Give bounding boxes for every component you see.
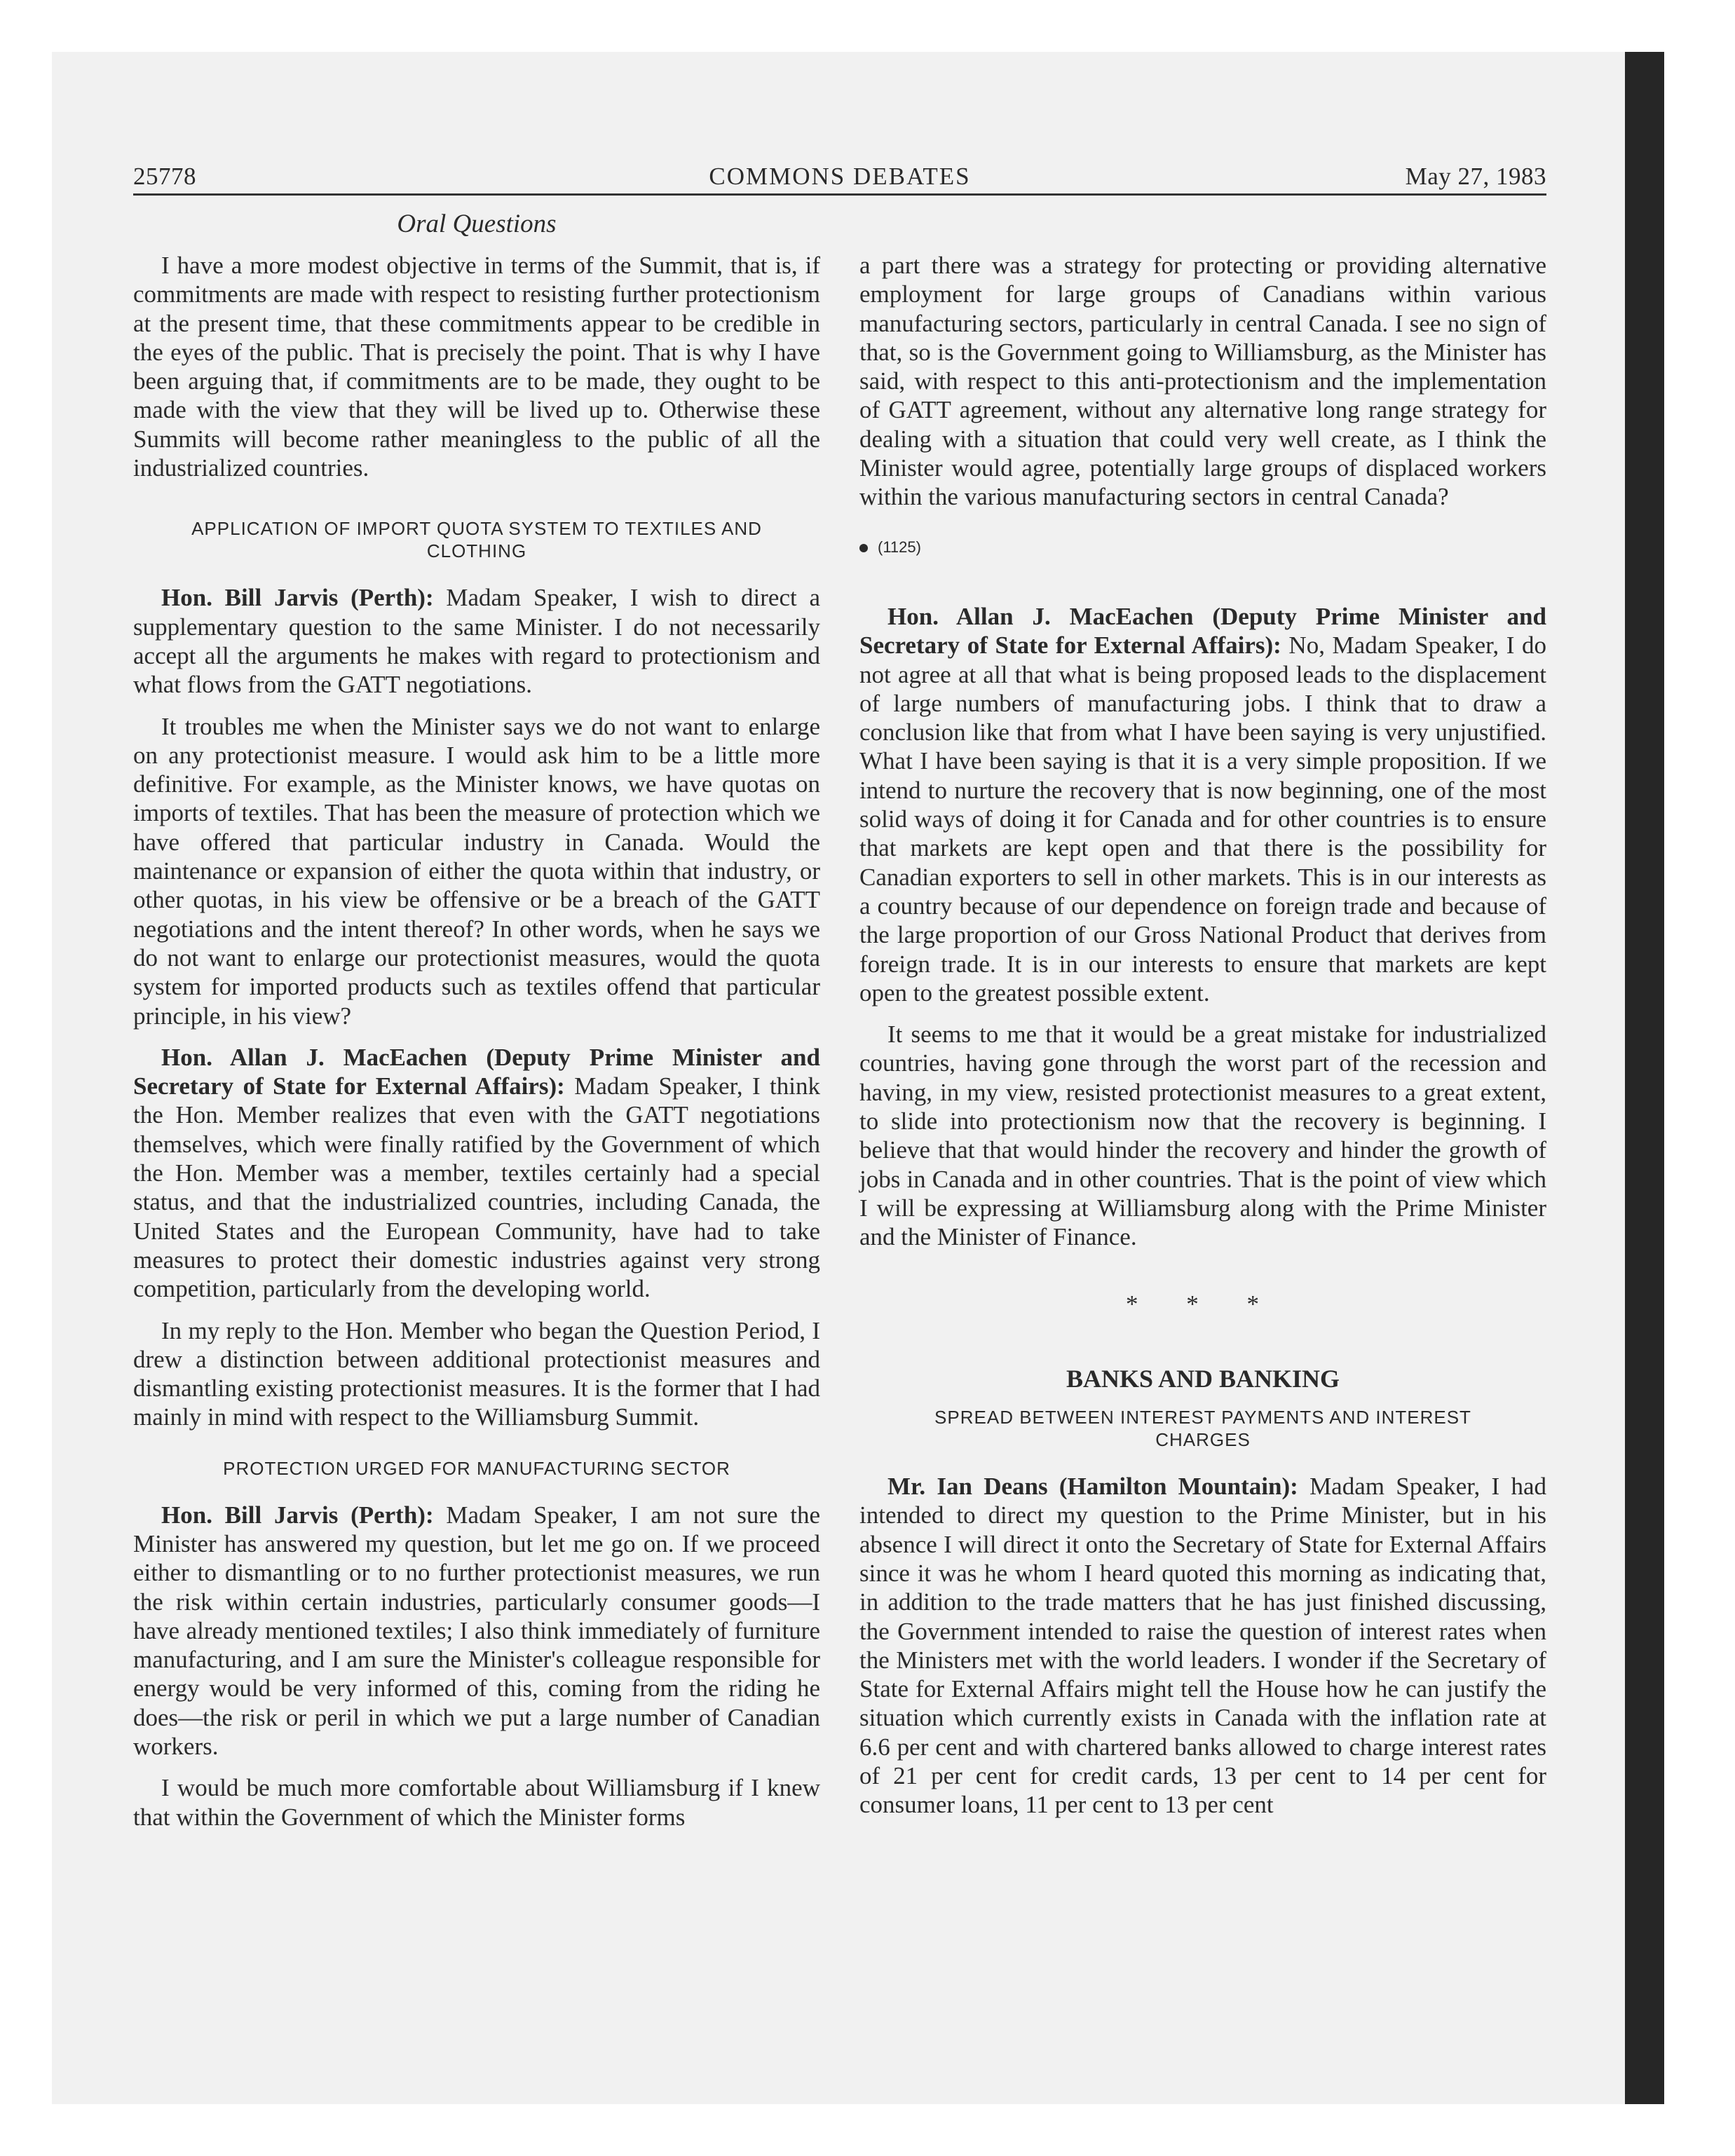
speaker-name: Mr. Ian Deans (Hamilton Mountain):: [887, 1473, 1298, 1501]
paragraph: [859, 602, 1546, 1007]
paragraph: [859, 1472, 1546, 1820]
subheading: APPLICATION OF IMPORT QUOTA SYSTEM TO TEXTILES AND CLOTHING: [191, 518, 762, 562]
running-header: [133, 163, 1546, 196]
section-divider: * * *: [1126, 1290, 1280, 1318]
speech-text: Madam Speaker, I am not sure the Minister has answered my question, but let me go on. If we proceed either to dismantling or to no further protectionist measures, we run the risk within certain industries, particularly consumer goods—I have already mentioned textiles; I also think immediately of furniture manufacturing, and I am sure the Minister's colleague responsible for energy would be very informed of this, coming from the riding he does—the risk or peril in which we put a large number of Canadian workers.: [133, 1501, 821, 1761]
paragraph: a part there was a strategy for protecting or providing alternative employment for large groups of Canadians within various manufacturing sectors, particularly in central Canada. I see no sign of that, so is the Government going to Williamsburg, as the Minister has said, with respect to this anti-protectionism and the implementation of GATT agreement, without any alternative long range strategy for dealing with a situation that could very well create, as I think the Minister would agree, potentially large groups of displaced workers within the various manufacturing sectors in central Canada?: [859, 252, 1546, 511]
page-number: 25778: [133, 163, 196, 190]
speech-text: Madam Speaker, I think the Hon. Member realizes that even with the GATT negotiations themselves, which were finally ratified by the Government of which the Hon. Member was a member, textiles certainly had a special status, and that the industrialized countries, including Canada, the United States and the European Community, have had to take measures to protect their domestic industries against very strong competition, particularly from the developing world.: [133, 1072, 820, 1303]
paragraph: It troubles me when the Minister says we do not want to enlarge on any protectionist measure. I would ask him to be a little more definitive. For example, as the Minister knows, we have quotas on imports of textiles. That has been the measure of protection which we have offered that particular industry in Canada. Would the maintenance or expansion of either the quota within that industry, or other quotas, in his view be offensive or be a breach of the GATT negotiations and the intent thereof? In other words, when he says we do not want to enlarge our protectionist measures, would the quota system for imported products such as textiles offend that particular principle, in his view?: [133, 712, 820, 1030]
subheading: SPREAD BETWEEN INTEREST PAYMENTS AND INTEREST CHARGES: [934, 1407, 1471, 1451]
speaker-name: Hon. Allan J. MacEachen (Deputy Prime Minister and Secretary of State for External Affairs):: [859, 602, 1546, 660]
bullet-icon: [859, 544, 868, 552]
paragraph: It seems to me that it would be a great mistake for industrialized countries, having gone through the worst part of the recession and having, in my view, resisted protectionist measures to a great extent, to slide into protectionism now that the recovery is beginning. I believe that that would hinder the recovery and hinder the growth of jobs in Canada and in other countries. That is the point of view which I will be expressing at Williamsburg along with the Prime Minister and the Minister of Finance.: [859, 1021, 1546, 1251]
right-column: [859, 251, 1546, 1820]
paragraph: [133, 1501, 820, 1761]
speech-text: Madam Speaker, I had intended to direct my question to the Prime Minister, but in his absence I will direct it onto the Secretary of State for External Affairs since it was he whom I heard quoted this morning as indicating that, in addition to the trade matters that he has just finished discussing, the Government intended to raise the question of interest rates when the Ministers met with the world leaders. I wonder if the Secretary of State for External Affairs might tell the House how he can justify the situation which currently exists in Canada with the inflation rate at 6.6 per cent and with chartered banks allowed to charge interest rates of 21 per cent for credit cards, 13 per cent to 14 per cent for consumer loans, 11 per cent to 13 per cent: [859, 1473, 1546, 1819]
speech-text: No, Madam Speaker, I do not agree at all that what is being proposed leads to the displacement of large numbers of manufacturing jobs. I think that to draw a conclusion like that from what I have been saying is very unjustified. What I have been saying is that it is a very simple proposition. If we intend to nurture the recovery that is now beginning, one of the most solid ways of doing it for Canada and for other countries is to ensure that markets are kept open and that there is the possibility for Canadian exporters to sell in other markets. This is in our interests as a country because of our dependence on foreign trade and because of the large proportion of our Gross National Product that derives from foreign trade. It is in our interests to ensure that markets are kept open to the greatest possible extent.: [859, 632, 1547, 1007]
speaker-name: Hon. Bill Jarvis (Perth):: [161, 1501, 434, 1529]
paragraph: In my reply to the Hon. Member who began the Question Period, I drew a distinction between additional protectionist measures and dismantling existing protectionist measures. It is the former that I had mainly in mind with respect to the Williamsburg Summit.: [133, 1316, 820, 1431]
page-edge-shadow: [1625, 52, 1664, 2104]
speech-text: Madam Speaker, I wish to direct a supplementary question to the same Minister. I do not necessarily accept all the arguments he makes with regard to protectionism and what flows from the GATT negotiations.: [133, 584, 821, 699]
time-marker: [859, 533, 1546, 561]
speaker-name: Hon. Allan J. MacEachen (Deputy Prime Minister and Secretary of State for External Affairs):: [133, 1043, 820, 1100]
paragraph: [133, 583, 820, 699]
topic-heading: BANKS AND BANKING: [1066, 1364, 1340, 1393]
paragraph: I would be much more comfortable about Williamsburg if I knew that within the Government of which the Minister forms: [133, 1774, 820, 1831]
time-stamp: (1125): [878, 538, 921, 556]
journal-title: COMMONS DEBATES: [709, 163, 971, 190]
section-title: Oral Questions: [397, 210, 557, 238]
subheading: PROTECTION URGED FOR MANUFACTURING SECTOR: [223, 1457, 730, 1479]
paragraph: [133, 1043, 820, 1304]
issue-date: May 27, 1983: [1405, 163, 1546, 190]
speaker-name: Hon. Bill Jarvis (Perth):: [161, 584, 434, 612]
left-column: [133, 251, 820, 1831]
paragraph: I have a more modest objective in terms of the Summit, that is, if commitments are made with respect to resisting further protectionism at the present time, that these commitments appear to be credible in the eyes of the public. That is precisely the point. That is why I have been arguing that, if commitments are to be made, they ought to be made with the view that they will be lived up to. Otherwise these Summits will become rather meaningless to the public of all the industrialized countries.: [133, 252, 820, 482]
header-rule: [133, 193, 1546, 196]
